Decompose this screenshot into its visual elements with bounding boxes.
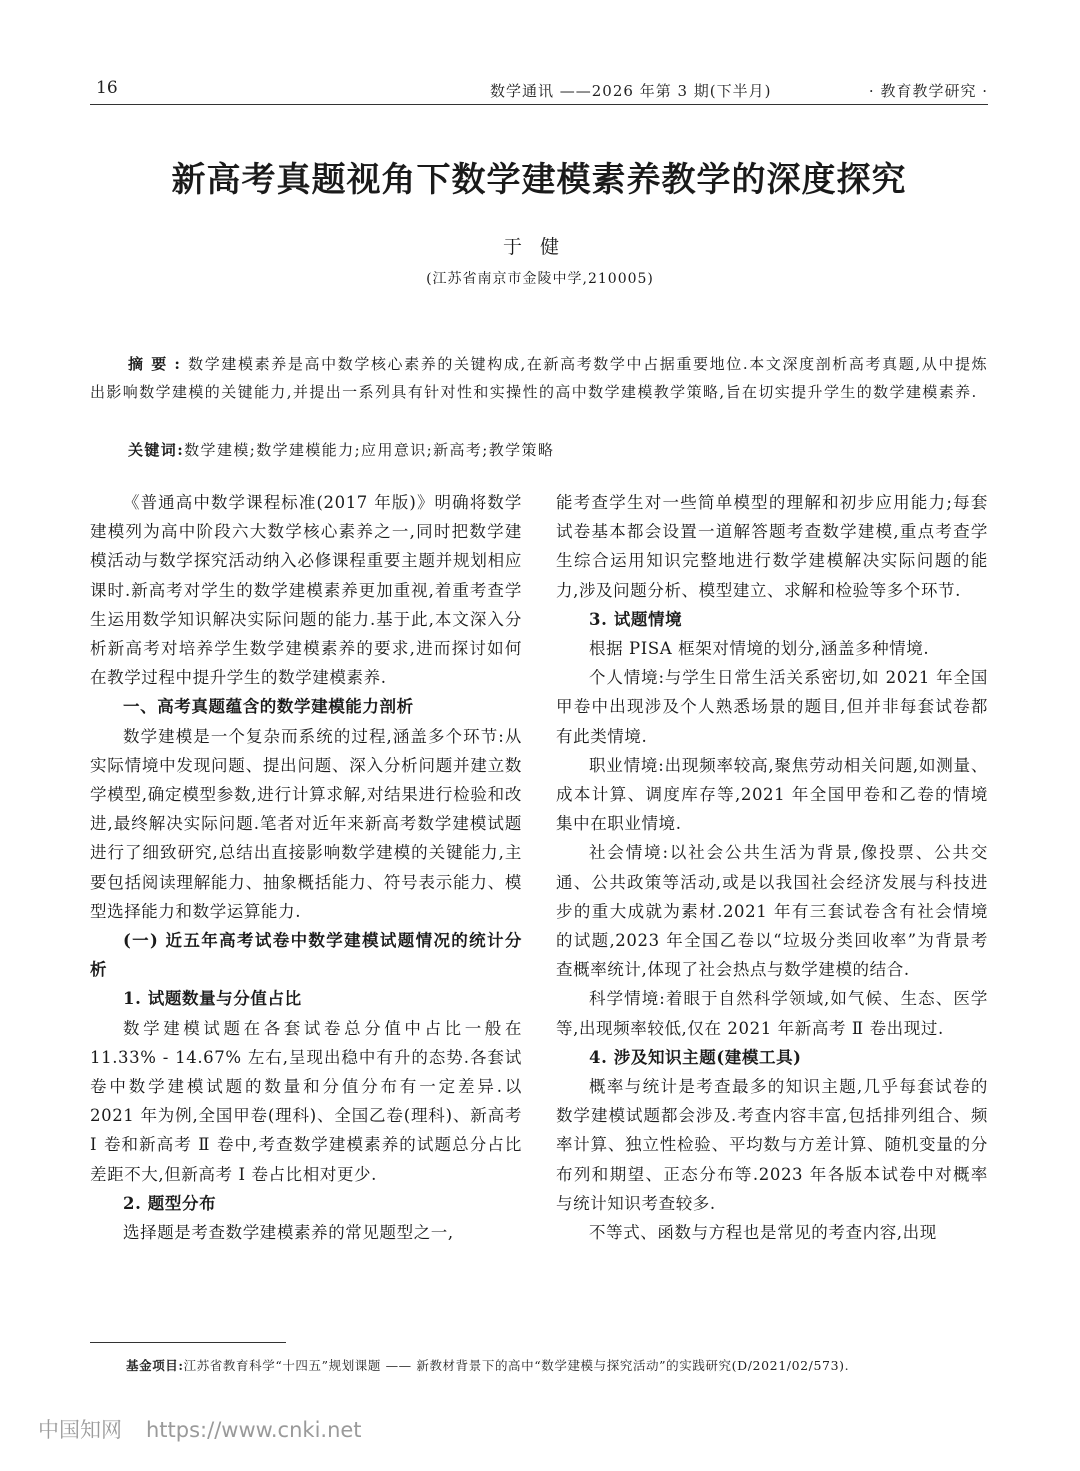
article-title: 新高考真题视角下数学建模素养教学的深度探究 [171,160,907,200]
paragraph: 数学建模是一个复杂而系统的过程,涵盖多个环节:从实际情境中发现问题、提出问题、深入分析问题并建立数学模型,确定模型参数,进行计算求解,对结果进行检验和改进,最终解决实际问题.笔者对近年来新高考数学建模试题进行了细致研究,总结出直接影响数学建模的关键能力,主要包括阅读理解能力、抽象概括能力、符号表示能力、模型选择能力和数学运算能力. [90,726,522,921]
section-heading: 一、高考真题蕴含的数学建模能力剖析 [123,697,414,717]
item-heading: 4. 涉及知识主题(建模工具) [589,1047,802,1067]
paragraph: 概率与统计是考查最多的知识主题,几乎每套试卷的数学建模试题都会涉及.考查内容丰富,包括排列组合、频率计算、独立性检验、平均数与方差计算、随机变量的分布列和期望、正态分布等.2023 年各版本试卷中对概率与统计知识考查较多. [556,1077,988,1213]
body-column-left [90,488,522,1247]
watermark [38,1414,362,1444]
abstract-text: 数学建模素养是高中数学核心素养的关键构成,在新高考数学中占据重要地位.本文深度剖析高考真题,从中提炼出影响数学建模的关键能力,并提出一系列具有针对性和实操性的高中数学建模教学策略,旨在切实提升学生的数学建模素养. [90,355,988,401]
paragraph: 数学建模试题在各套试卷总分值中占比一般在 11.33% - 14.67% 左右,呈现出稳中有升的态势.各套试卷中数学建模试题的数量和分值分布有一定差异.以 2021 年为例,全国甲卷(理科)、全国乙卷(理科)、新高考 Ⅰ 卷和新高考 Ⅱ 卷中,考查数学建模素养的试题总分占比差距不大,但新高考 Ⅰ 卷占比相对更少. [90,1018,522,1184]
paragraph: 个人情境:与学生日常生活关系密切,如 2021 年全国甲卷中出现涉及个人熟悉场景的题目,但并非每套试卷都有此类情境. [556,668,988,746]
keywords-label: 关键词: [128,441,185,459]
paragraph: 职业情境:出现频率较高,聚焦劳动相关问题,如测量、成本计算、调度库存等,2021 年全国甲卷和乙卷的情境集中在职业情境. [556,755,988,834]
watermark-url: https://www.cnki.net [146,1418,362,1442]
paragraph: 选择题是考查数学建模素养的常见题型之一, [123,1223,454,1243]
journal-issue: 数学通讯 ——2026 年第 3 期(下半月) [490,82,772,100]
running-header [90,78,988,100]
section-label: · 教育教学研究 · [868,82,988,100]
keywords [128,437,988,463]
abstract [90,350,988,406]
item-heading: 1. 试题数量与分值占比 [123,989,302,1009]
footnote [126,1356,988,1374]
body-column-right [556,488,988,1247]
paragraph: 不等式、函数与方程也是常见的考查内容,出现 [589,1223,937,1243]
page-number: 16 [96,78,118,98]
abstract-label: 摘要: [128,355,188,373]
footnote-label: 基金项目: [126,1358,184,1373]
author-name: 于健 [502,236,577,258]
item-heading: 2. 题型分布 [123,1193,217,1213]
footnote-text: 江苏省教育科学“十四五”规划课题 —— 新教材背景下的高中“数学建模与探究活动”的实践研究(D/2021/02/573). [183,1358,850,1373]
header-divider [90,104,988,105]
keywords-text: 数学建模;数学建模能力;应用意识;新高考;教学策略 [184,441,555,459]
watermark-brand: 中国知网 [38,1418,122,1442]
paragraph: 《普通高中数学课程标准(2017 年版)》明确将数学建模列为高中阶段六大数学核心素养之一,同时把数学建模活动与数学探究活动纳入必修课程重要主题并规划相应课时.新高考对学生的数学建模素养更加重视,着重考查学生运用数学知识解决实际问题的能力.基于此,本文深入分析新高考对培养学生数学建模素养的要求,进而探讨如何在教学过程中提升学生的数学建模素养. [90,493,522,688]
paragraph: 根据 PISA 框架对情境的划分,涵盖多种情境. [589,639,930,659]
item-heading: 3. 试题情境 [589,609,683,629]
author-affiliation: (江苏省南京市金陵中学,210005) [426,271,654,287]
paragraph: 社会情境:以社会公共生活为背景,像投票、公共交通、公共政策等活动,或是以我国社会经济发展与科技进步的重大成就为素材.2021 年有三套试卷含有社会情境的试题,2023 年全国乙卷以“垃圾分类回收率”为背景考查概率统计,体现了社会热点与数学建模的结合. [556,843,988,980]
footnote-divider [90,1342,286,1343]
subsection-heading: (一) 近五年高考试卷中数学建模试题情况的统计分析 [90,931,522,980]
paragraph: 能考查学生对一些简单模型的理解和初步应用能力;每套试卷基本都会设置一道解答题考查数学建模,重点考查学生综合运用知识完整地进行数学建模解决实际问题的能力,涉及问题分析、模型建立、求解和检验等多个环节. [556,493,988,600]
paragraph: 科学情境:着眼于自然科学领域,如气候、生态、医学等,出现频率较低,仅在 2021 年新高考 Ⅱ 卷出现过. [556,989,988,1038]
